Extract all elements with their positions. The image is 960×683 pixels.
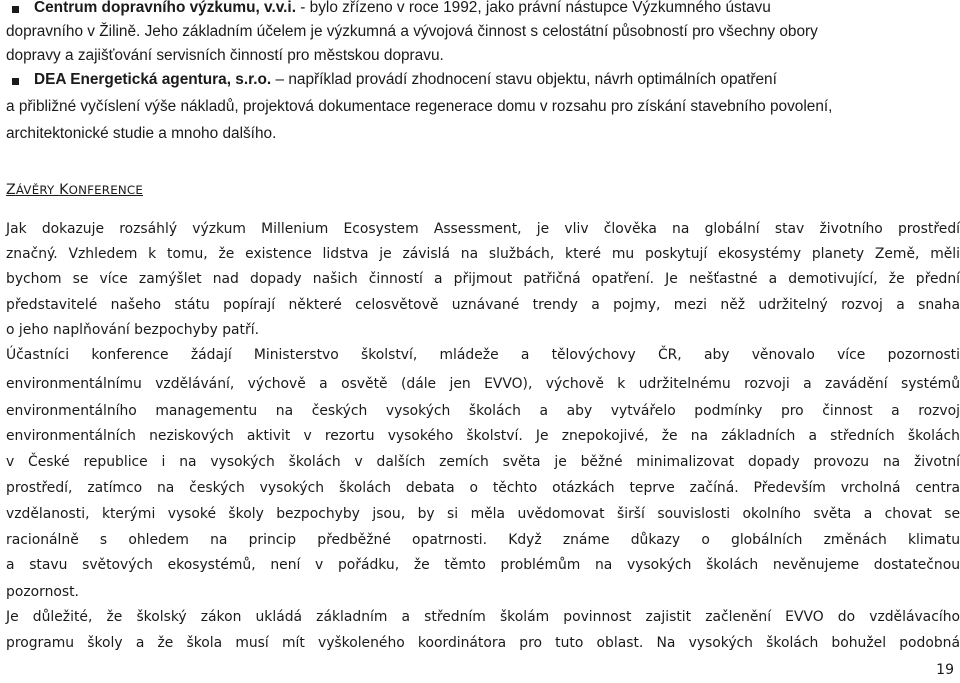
- paragraph-2-line-1: Účastníci konference žádají Ministerstvo školství, mládeže a tělovýchovy ČR, aby věnovalo více pozornosti: [6, 347, 960, 363]
- list-item-1-line-3: dopravy a zajišťování servisních činností pro městskou dopravu.: [6, 47, 444, 64]
- paragraph-3-line-2: programu školy a že škola musí mít vyškoleného koordinátora pro tuto oblast. Na vysokých školách bohužel podobná: [6, 635, 960, 651]
- paragraph-2-line-8: racionálně s ohledem na princip předběžné opatrnosti. Když známe důkazy o globálních změnách klimatu: [6, 532, 960, 548]
- list-item-1-line-1: Centrum dopravního výzkumu, v.v.i. - bylo zřízeno v roce 1992, jako právní nástupce Výzkumného ústavu: [34, 0, 771, 16]
- bullet-icon: [12, 6, 19, 13]
- paragraph-1-line-3: bychom se více zamýšlet nad dopady našich činností a přijmout patřičná opatření. Je nešťastné a demotivující, že přední: [6, 271, 960, 287]
- list-item-2-line-3: architektonické studie a mnoho dalšího.: [6, 125, 277, 142]
- page-number: 19: [936, 662, 954, 678]
- bullet-icon: [12, 78, 19, 85]
- paragraph-2-line-4: environmentálních neziskových aktivit v rezortu vysokého školství. Je znepokojivé, že na základních a středních školách: [6, 428, 960, 444]
- paragraph-2-line-9: a stavu světových ekosystémů, není v pořádku, že těmto problémům na vysokých školách nevěnujeme dostatečnou: [6, 557, 960, 573]
- paragraph-2-line-5: v České republice i na vysokých školách v dalších zemích světa je běžné minimalizovat dopady provozu na životní: [6, 454, 960, 470]
- paragraph-2-line-6: prostředí, zatímco na českých vysokých školách debata o těchto otázkách teprve začíná. Především vrcholná centra: [6, 480, 960, 496]
- paragraph-1-line-4: představitelé našeho státu popírají některé celosvětově uznávané trendy a pojmy, mezi něž udržitelný rozvoj a snaha: [6, 297, 960, 313]
- organization-name: DEA Energetická agentura, s.r.o.: [34, 71, 272, 88]
- paragraph-3-line-1: Je důležité, že školský zákon ukládá základním a středním školám povinnost zajistit začlenění EVVO do vzdělávacího: [6, 609, 960, 625]
- paragraph-2-line-2: environmentálnímu vzdělávání, výchově a osvětě (dále jen EVVO), výchově k udržitelnému rozvoji a zavádění systémů: [6, 376, 960, 392]
- organization-name: Centrum dopravního výzkumu, v.v.i.: [34, 0, 296, 16]
- paragraph-2-line-10: pozornost.: [6, 584, 79, 600]
- paragraph-2-line-3: environmentálního managementu na českých vysokých školách a aby vytvářelo podmínky pro činnost a rozvoj: [6, 403, 960, 419]
- list-item-2-line-1: DEA Energetická agentura, s.r.o. – například provádí zhodnocení stavu objektu, návrh optimálních opatření: [34, 71, 777, 88]
- list-item-2-line-2: a přibližné vyčíslení výše nákladů, projektová dokumentace regenerace domu v rozsahu pro získání stavebního povolení,: [6, 98, 833, 115]
- paragraph-2-line-7: vzdělanosti, kterými vysoké školy bezpochyby jsou, by si měla uvědomovat širší souvislosti okolního světa a chovat se: [6, 506, 960, 522]
- section-heading: ZÁVĚRY KONFERENCE: [6, 182, 143, 198]
- paragraph-1-line-1: Jak dokazuje rozsáhlý výzkum Millenium Ecosystem Assessment, je vliv člověka na globální stav životního prostředí: [6, 221, 960, 237]
- paragraph-1-line-5: o jeho naplňování bezpochyby patří.: [6, 322, 259, 338]
- paragraph-1-line-2: značný. Vzhledem k tomu, že existence lidstva je závislá na službách, které mu poskytují ekosystémy planety Země, měli: [6, 246, 960, 262]
- list-item-1-line-2: dopravního v Žilině. Jeho základním účelem je výzkumná a vývojová činnost s celostátní působností pro všechny obory: [6, 23, 818, 40]
